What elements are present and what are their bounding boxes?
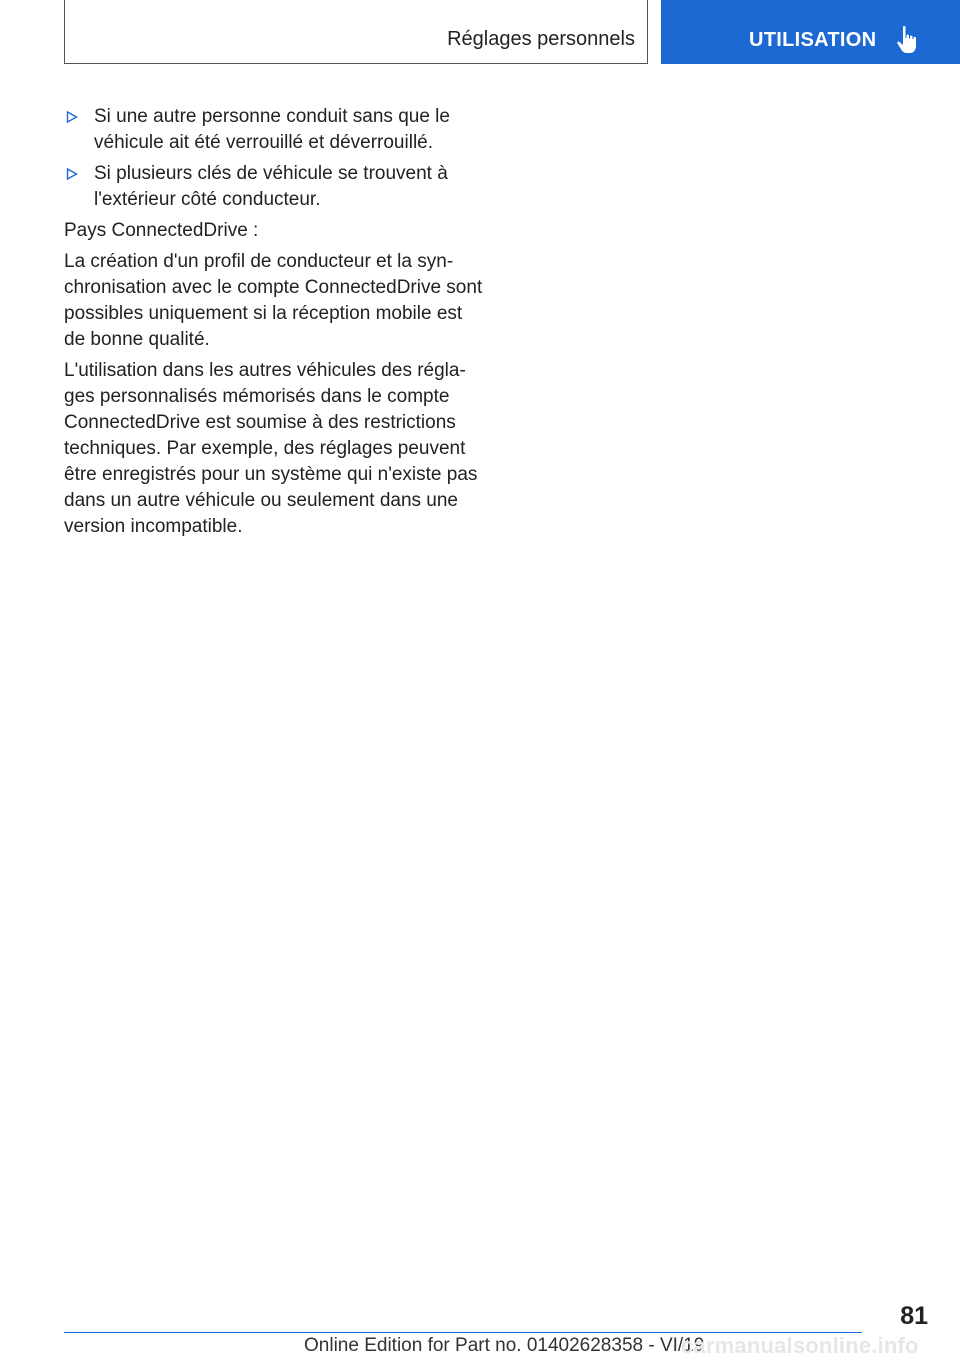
page-number: 81 xyxy=(900,1302,928,1330)
chapter-title: UTILISATION xyxy=(749,29,877,51)
triangle-bullet-icon xyxy=(66,168,78,180)
bullet-text: Si une autre personne conduit sans que le véhicule ait été verrouillé et déverrouillé. xyxy=(94,106,450,153)
triangle-bullet-icon xyxy=(66,111,78,123)
watermark: carmanualsonline.info xyxy=(681,1333,919,1358)
paragraph-countries: Pays ConnectedDrive : xyxy=(64,220,259,241)
hand-pointer-icon xyxy=(895,25,919,55)
section-title: Réglages personnels xyxy=(447,28,635,50)
chapter-tab[interactable] xyxy=(661,0,960,64)
paragraph-restrictions: L'utilisation dans les autres véhicules des réglages personnalisés mémorisés dans le compte ConnectedDrive est soumise à des restrictions techniques. Par exemple, des réglages peuvent être enregistrés pour un système qui n'existe pas dans un autre véhicule ou seulement dans une version incompatible. xyxy=(64,360,478,537)
list-item xyxy=(64,161,484,213)
list-item xyxy=(64,104,484,156)
header-section-box xyxy=(64,0,648,64)
paragraph-profile-sync: La création d'un profil de conducteur et la synchronisation avec le compte ConnectedDrive sont possibles uniquement si la réception mobile est de bonne qualité. xyxy=(64,251,483,350)
bullet-text: Si plusieurs clés de véhicule se trouvent à l'extérieur côté conducteur. xyxy=(94,163,448,210)
page-content xyxy=(64,104,484,545)
edition-note: Online Edition for Part no. 01402628358 - VI/19 xyxy=(304,1335,705,1356)
